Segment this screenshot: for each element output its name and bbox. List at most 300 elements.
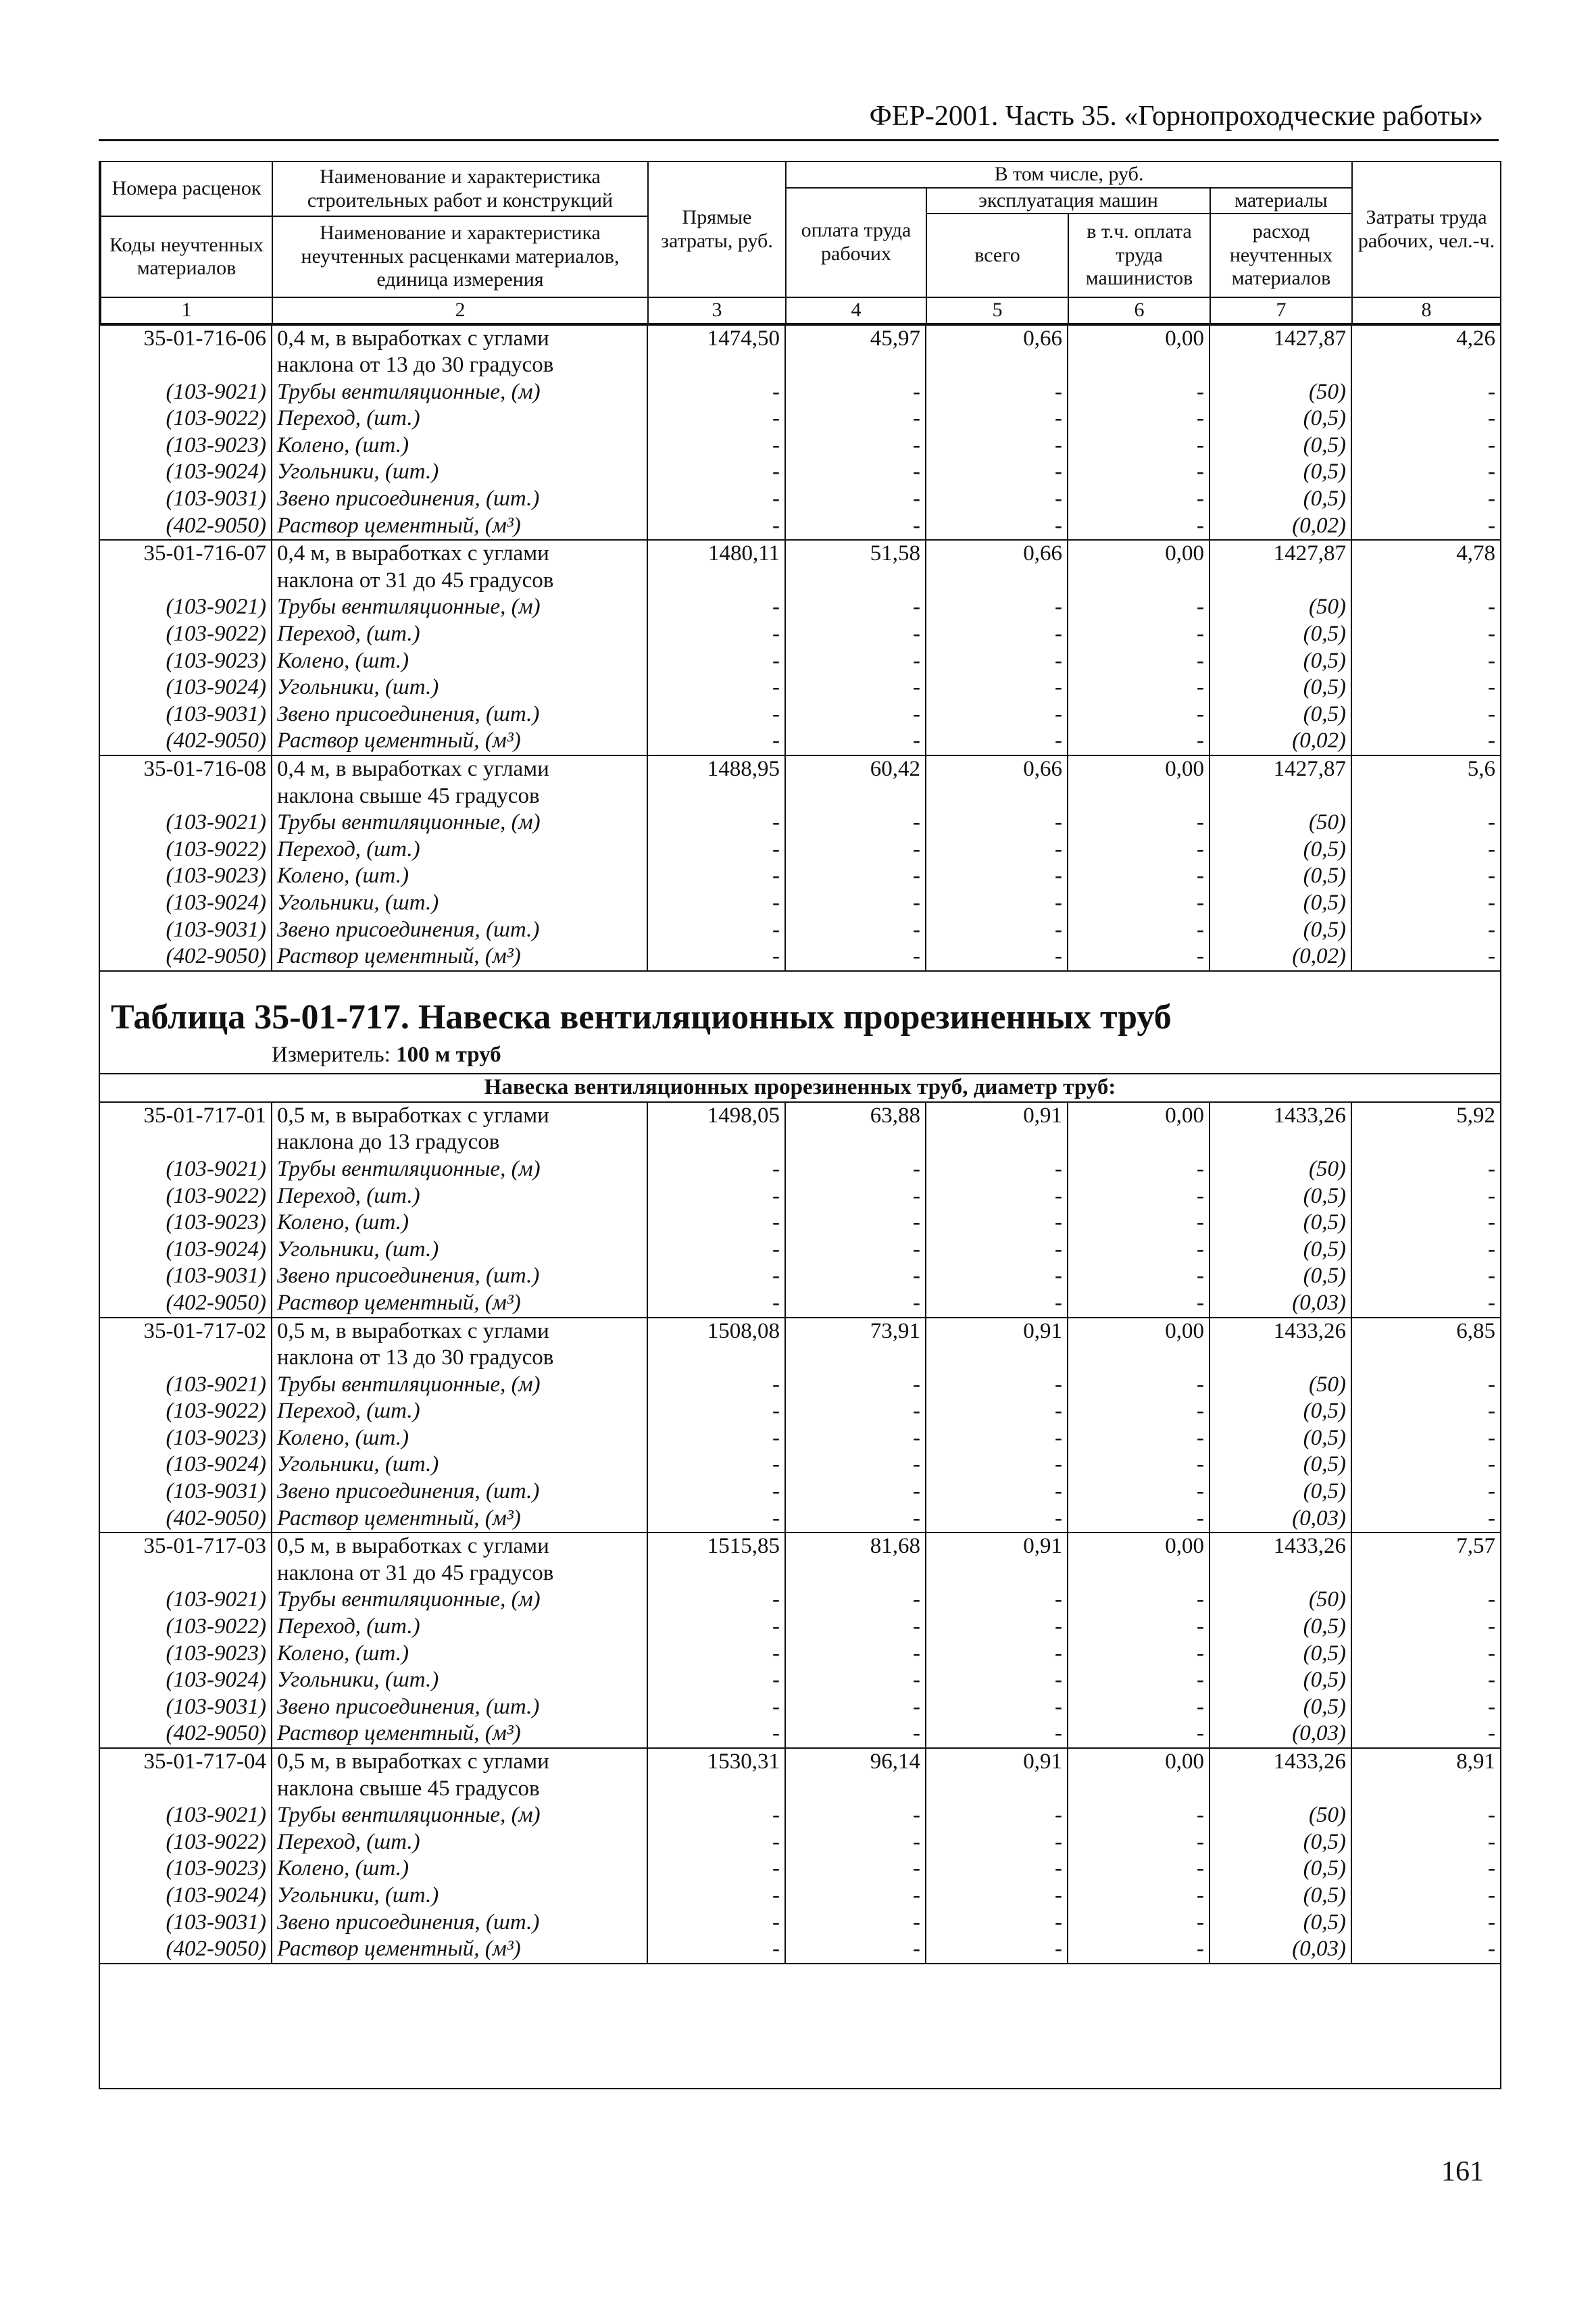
material-code: (103-9022) [166,406,266,431]
empty-cell [1068,783,1210,810]
material-code: (103-9031) [166,487,266,512]
rate-name: 0,5 м, в выработках с углами [272,1318,647,1345]
dash-cell: - [926,1183,1068,1210]
rate-name: 0,5 м, в выработках с углами [272,1533,647,1560]
dash-cell: - [1351,1425,1500,1452]
material-qty: (50) [1210,1587,1351,1614]
direct-cost: 1474,50 [647,325,785,353]
materials-cost: 1433,26 [1210,1533,1351,1560]
empty-cell [1351,352,1500,379]
material-row [100,594,1500,621]
empty-cell [100,568,272,595]
dash-cell: - [647,1372,785,1399]
material-code: (103-9023) [166,864,266,889]
material-row [100,1614,1500,1641]
dash-cell: - [1351,1237,1500,1264]
material-code: (103-9023) [166,1210,266,1235]
material-qty: (0,5) [1210,1829,1351,1856]
material-row [100,1694,1500,1721]
dash-cell: - [1351,1641,1500,1668]
dash-cell: - [1068,810,1210,837]
dash-cell: - [1068,1372,1210,1399]
dash-cell: - [785,1641,926,1668]
material-name: Звено присоединения, (шт.) [272,917,647,944]
dash-cell: - [785,459,926,486]
rate-code: 35-01-716-06 [100,325,272,353]
dash-cell: - [1351,648,1500,675]
material-code: (103-9024) [166,1883,266,1908]
material-row [100,810,1500,837]
col-number: 3 [648,297,786,324]
dash-cell: - [926,917,1068,944]
empty-cell [1210,568,1351,595]
dash-cell: - [926,432,1068,459]
dash-cell: - [1351,917,1500,944]
dash-cell: - [647,1183,785,1210]
rate-row [100,540,1500,568]
empty-cell [1210,1129,1351,1156]
dash-cell: - [926,863,1068,890]
dash-cell: - [647,1720,785,1748]
material-qty: (0,5) [1210,1614,1351,1641]
dash-cell: - [647,1290,785,1318]
dash-cell: - [1068,701,1210,728]
empty-cell [926,1560,1068,1587]
dash-cell: - [647,1210,785,1237]
dash-cell: - [785,1829,926,1856]
dash-cell: - [785,1398,926,1425]
table-717-subheading: Навеска вентиляционных прорезиненных труб, диаметр труб: [100,1073,1500,1103]
material-code: (103-9024) [166,890,266,915]
empty-cell [100,1776,272,1803]
dash-cell: - [647,1641,785,1668]
operator-pay: 0,00 [1068,755,1210,783]
material-qty: (50) [1210,594,1351,621]
material-code: (103-9022) [166,1399,266,1424]
material-code: (103-9031) [166,1694,266,1719]
dash-cell: - [1068,486,1210,513]
material-qty: (0,5) [1210,1856,1351,1883]
col-number: 2 [272,297,648,324]
material-qty: (0,5) [1210,917,1351,944]
material-name: Звено присоединения, (шт.) [272,1263,647,1290]
material-row [100,837,1500,864]
empty-cell [926,568,1068,595]
material-row [100,621,1500,648]
dash-cell: - [785,943,926,971]
material-name: Трубы вентиляционные, (м) [272,1372,647,1399]
dash-cell: - [647,405,785,432]
material-row [100,890,1500,917]
material-row [100,459,1500,486]
table-716-body [100,324,1500,972]
empty-cell [926,783,1068,810]
material-qty: (0,5) [1210,648,1351,675]
dash-cell: - [647,810,785,837]
empty-cell [1210,783,1351,810]
labor-hours: 5,92 [1351,1103,1500,1130]
dash-cell: - [785,1210,926,1237]
dash-cell: - [926,837,1068,864]
machines-total: 0,91 [926,1748,1068,1776]
material-code: (103-9023) [166,648,266,673]
dash-cell: - [647,728,785,755]
header-direct-costs: Прямые затраты, руб. [648,161,786,297]
material-code: (402-9050) [166,1721,266,1746]
material-row [100,1156,1500,1183]
material-code: (402-9050) [100,943,272,971]
material-qty: (0,5) [1210,1237,1351,1264]
dash-cell: - [1068,674,1210,701]
material-row [100,486,1500,513]
dash-cell: - [1351,1183,1500,1210]
dash-cell: - [1351,728,1500,755]
dash-cell: - [926,1451,1068,1478]
material-name: Звено присоединения, (шт.) [272,486,647,513]
dash-cell: - [647,1451,785,1478]
dash-cell: - [785,1802,926,1829]
material-code: (402-9050) [166,1505,266,1530]
operator-pay: 0,00 [1068,540,1210,568]
material-qty: (0,5) [1210,486,1351,513]
dash-cell: - [1068,1478,1210,1505]
machines-total: 0,66 [926,540,1068,568]
rate-name: 0,4 м, в выработках с углами [272,540,647,568]
rate-name: 0,4 м, в выработках с углами [272,325,647,353]
material-code: (103-9024) [166,1237,266,1262]
dash-cell: - [647,943,785,971]
material-name: Трубы вентиляционные, (м) [272,1587,647,1614]
material-code: (103-9023) [166,1425,266,1450]
material-qty: (50) [1210,1372,1351,1399]
material-code: (103-9022) [166,837,266,862]
dash-cell: - [926,594,1068,621]
dash-cell: - [785,728,926,755]
dash-cell: - [647,1398,785,1425]
dash-cell: - [1068,1802,1210,1829]
dash-cell: - [1068,1829,1210,1856]
rate-row [100,1748,1500,1776]
dash-cell: - [785,1720,926,1748]
material-row [100,1667,1500,1694]
dash-cell: - [1351,1210,1500,1237]
material-row [100,1290,1500,1318]
header-operator-pay: в т.ч. оплата труда машинистов [1068,214,1210,297]
material-qty: (0,5) [1210,1425,1351,1452]
dash-cell: - [1068,1237,1210,1264]
material-code: (103-9023) [166,1856,266,1881]
dash-cell: - [1351,1451,1500,1478]
material-name: Угольники, (шт.) [272,1883,647,1910]
material-name: Угольники, (шт.) [272,1237,647,1264]
rate-row-continued [100,568,1500,595]
material-name: Колено, (шт.) [272,1641,647,1668]
dash-cell: - [926,379,1068,406]
header-materials-group: материалы [1210,188,1352,214]
material-name: Угольники, (шт.) [272,459,647,486]
header-unaccounted-materials: расход неучтенных материалов [1210,214,1352,297]
material-qty: (0,5) [1210,1667,1351,1694]
material-row [100,1210,1500,1237]
material-row [100,1856,1500,1883]
material-row [100,1910,1500,1937]
material-row [100,432,1500,459]
material-name: Раствор цементный, (м³) [272,1720,647,1748]
empty-cell [1351,1776,1500,1803]
material-code: (103-9021) [166,810,266,835]
material-code: (103-9022) [166,1183,266,1208]
dash-cell: - [1351,432,1500,459]
empty-cell [926,1129,1068,1156]
dash-cell: - [1351,1290,1500,1318]
rate-row-continued [100,783,1500,810]
labor-hours: 8,91 [1351,1748,1500,1776]
material-code: (103-9021) [166,1587,266,1612]
material-name: Колено, (шт.) [272,863,647,890]
worker-pay: 51,58 [785,540,926,568]
empty-cell [647,568,785,595]
dash-cell: - [647,513,785,541]
empty-cell [1068,1776,1210,1803]
material-qty: (0,02) [1210,943,1351,971]
material-name: Переход, (шт.) [272,1829,647,1856]
dash-cell: - [1351,1478,1500,1505]
dash-cell: - [1351,1936,1500,1964]
dash-cell: - [926,486,1068,513]
dash-cell: - [1351,1156,1500,1183]
dash-cell: - [785,1451,926,1478]
dash-cell: - [926,943,1068,971]
material-code: (103-9031) [166,1910,266,1935]
dash-cell: - [647,1694,785,1721]
empty-cell [785,1776,926,1803]
materials-cost: 1427,87 [1210,540,1351,568]
material-row [100,1425,1500,1452]
labor-hours: 6,85 [1351,1318,1500,1345]
dash-cell: - [647,917,785,944]
material-code: (402-9050) [100,1936,272,1964]
dash-cell: - [1068,1587,1210,1614]
header-including-group: В том числе, руб. [786,161,1352,188]
material-qty: (0,5) [1210,1694,1351,1721]
material-row [100,1720,1500,1748]
material-qty: (0,02) [1210,513,1351,541]
machines-total: 0,91 [926,1103,1068,1130]
dash-cell: - [1351,1505,1500,1533]
material-qty: (0,5) [1210,701,1351,728]
material-name: Раствор цементный, (м³) [272,943,647,971]
table-717-title: Таблица 35-01-717. Навеска вентиляционных прорезиненных труб [111,997,1172,1037]
dash-cell: - [926,1641,1068,1668]
material-qty: (0,5) [1210,674,1351,701]
dash-cell: - [647,379,785,406]
col-number: 7 [1210,297,1352,324]
dash-cell: - [926,1425,1068,1452]
material-name: Угольники, (шт.) [272,890,647,917]
dash-cell: - [647,890,785,917]
dash-cell: - [1068,1720,1210,1748]
dash-cell: - [926,1910,1068,1937]
material-name: Звено присоединения, (шт.) [272,701,647,728]
dash-cell: - [647,837,785,864]
dash-cell: - [926,513,1068,541]
dash-cell: - [785,1156,926,1183]
materials-cost: 1427,87 [1210,325,1351,353]
material-code: (103-9023) [166,432,266,457]
dash-cell: - [647,1936,785,1964]
price-table-page [99,161,1501,2089]
material-name: Трубы вентиляционные, (м) [272,594,647,621]
dash-cell: - [1351,379,1500,406]
material-code: (103-9023) [166,1641,266,1666]
dash-cell: - [1068,1451,1210,1478]
dash-cell: - [1351,1883,1500,1910]
rate-row [100,1533,1500,1560]
material-name: Раствор цементный, (м³) [272,513,647,541]
dash-cell: - [1351,1372,1500,1399]
dash-cell: - [926,648,1068,675]
material-name: Звено присоединения, (шт.) [272,1478,647,1505]
dash-cell: - [1068,1856,1210,1883]
dash-cell: - [1351,513,1500,541]
rate-row [100,755,1500,783]
empty-cell [1351,783,1500,810]
material-name: Переход, (шт.) [272,837,647,864]
empty-cell [785,1560,926,1587]
page-number: 161 [1441,2156,1484,2187]
dash-cell: - [785,837,926,864]
dash-cell: - [647,674,785,701]
rate-row-continued [100,1129,1500,1156]
dash-cell: - [647,1237,785,1264]
operator-pay: 0,00 [1068,1103,1210,1130]
material-qty: (50) [1210,379,1351,406]
labor-hours: 7,57 [1351,1533,1500,1560]
dash-cell: - [1351,1829,1500,1856]
dash-cell: - [647,1829,785,1856]
empty-cell [647,1776,785,1803]
material-qty: (50) [1210,1802,1351,1829]
col-number: 6 [1068,297,1210,324]
dash-cell: - [926,674,1068,701]
dash-cell: - [1068,379,1210,406]
dash-cell: - [1068,648,1210,675]
dash-cell: - [647,1425,785,1452]
dash-cell: - [926,1694,1068,1721]
dash-cell: - [1068,594,1210,621]
dash-cell: - [926,1802,1068,1829]
empty-cell [785,1345,926,1372]
empty-cell [1351,568,1500,595]
material-code: (103-9021) [166,1156,266,1181]
dash-cell: - [1351,943,1500,971]
material-qty: (0,5) [1210,405,1351,432]
dash-cell: - [785,1237,926,1264]
header-machines-total: всего [926,214,1068,297]
machines-total: 0,91 [926,1318,1068,1345]
material-qty: (50) [1210,1156,1351,1183]
materials-cost: 1433,26 [1210,1748,1351,1776]
rate-name: 0,4 м, в выработках с углами [272,755,647,783]
running-header: ФЕР-2001. Часть 35. «Горнопроходческие работы» [869,101,1483,132]
material-name: Переход, (шт.) [272,1183,647,1210]
material-qty: (0,5) [1210,1883,1351,1910]
material-qty: (0,5) [1210,890,1351,917]
dash-cell: - [1351,594,1500,621]
dash-cell: - [1068,1505,1210,1533]
dash-cell: - [647,432,785,459]
dash-cell: - [647,1802,785,1829]
header-col2-bottom: Наименование и характеристика неучтенных расценками материалов, единица измерения [272,216,648,297]
material-qty: (0,5) [1210,1398,1351,1425]
materials-cost: 1433,26 [1210,1318,1351,1345]
dash-cell: - [926,621,1068,648]
material-name: Угольники, (шт.) [272,674,647,701]
material-qty: (0,03) [1210,1505,1351,1533]
material-qty: (0,02) [1210,728,1351,755]
dash-cell: - [926,1856,1068,1883]
direct-cost: 1508,08 [647,1318,785,1345]
material-row [100,1263,1500,1290]
dash-cell: - [926,728,1068,755]
dash-cell: - [647,1856,785,1883]
dash-cell: - [647,1883,785,1910]
material-row [100,648,1500,675]
dash-cell: - [785,432,926,459]
material-code: (103-9021) [166,379,266,404]
dash-cell: - [785,405,926,432]
dash-cell: - [647,1910,785,1937]
dash-cell: - [647,1156,785,1183]
dash-cell: - [1351,1614,1500,1641]
dash-cell: - [785,674,926,701]
dash-cell: - [1068,1290,1210,1318]
material-name: Переход, (шт.) [272,1614,647,1641]
material-row [100,1237,1500,1264]
labor-hours: 5,6 [1351,755,1500,783]
dash-cell: - [647,459,785,486]
dash-cell: - [926,1478,1068,1505]
material-qty: (0,5) [1210,459,1351,486]
material-code: (103-9031) [166,701,266,726]
empty-cell [1068,352,1210,379]
dash-cell: - [926,701,1068,728]
empty-cell [1351,1129,1500,1156]
material-code: (103-9021) [166,595,266,620]
material-row [100,1587,1500,1614]
dash-cell: - [1068,1883,1210,1910]
materials-cost: 1433,26 [1210,1103,1351,1130]
dash-cell: - [1068,1694,1210,1721]
empty-cell [100,1129,272,1156]
operator-pay: 0,00 [1068,1533,1210,1560]
material-qty: (0,03) [1210,1290,1351,1318]
dash-cell: - [926,1290,1068,1318]
dash-cell: - [1068,1910,1210,1937]
material-row [100,943,1500,971]
empty-cell [100,352,272,379]
material-row [100,1505,1500,1533]
empty-cell [785,352,926,379]
header-rule [99,139,1499,141]
dash-cell: - [1068,943,1210,971]
material-code: (103-9031) [166,917,266,942]
dash-cell: - [1068,513,1210,541]
material-qty: (0,5) [1210,621,1351,648]
rate-name-continued: наклона от 31 до 45 градусов [272,568,647,595]
dash-cell: - [1068,432,1210,459]
empty-cell [647,1560,785,1587]
